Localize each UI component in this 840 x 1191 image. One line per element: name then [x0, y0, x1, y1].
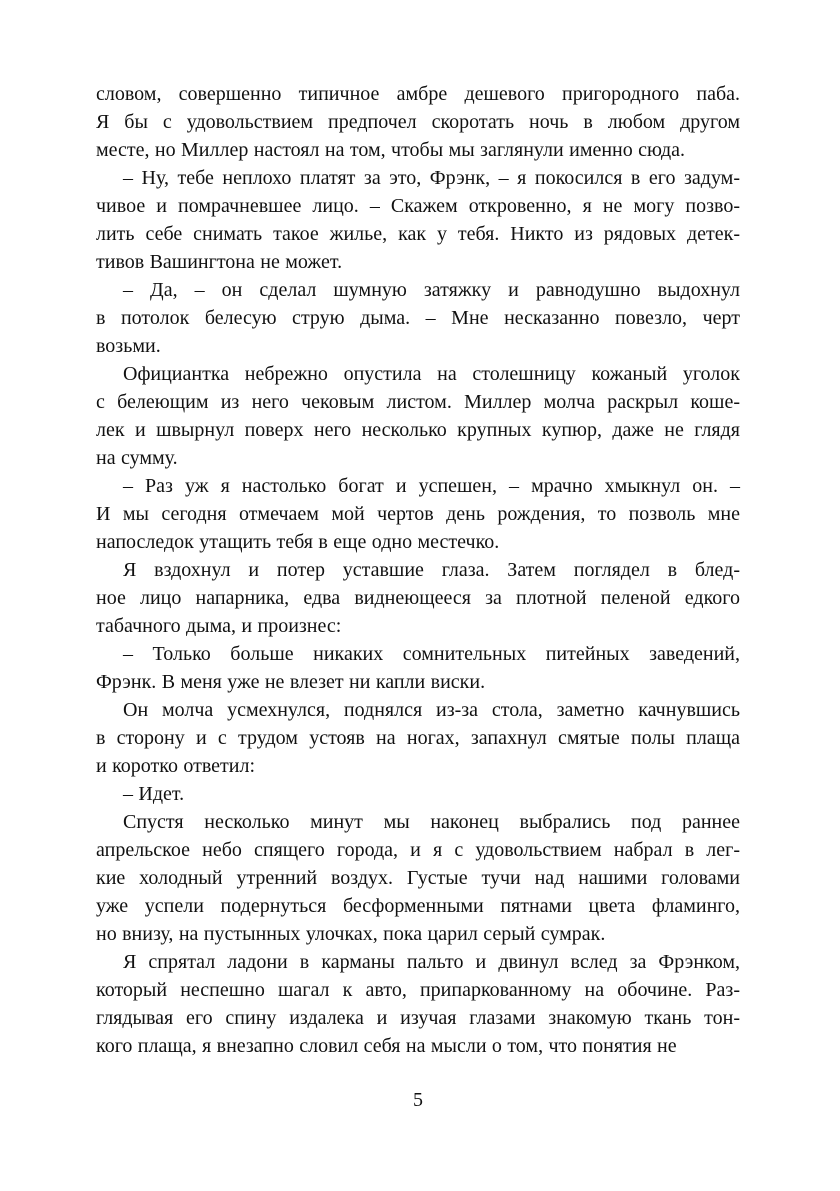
text-line: глядывая его спину издалека и изучая глазами знакомую ткань тон-	[96, 1007, 740, 1029]
text-line: – Ну, тебе неплохо платят за это, Фрэнк, – я покосился в его задум-	[123, 167, 740, 189]
text-line: ное лицо напарника, едва виднеющееся за плотной пеленой едкого	[96, 587, 740, 609]
text-line: но внизу, на пустынных улочках, пока царил серый сумрак.	[96, 923, 606, 945]
text-line: кого плаща, я внезапно словил себя на мысли о том, что понятия не	[96, 1035, 677, 1057]
paragraph	[96, 780, 740, 808]
text-line: в сторону и с трудом устояв на ногах, запахнул смятые полы плаща	[96, 727, 740, 749]
paragraph	[96, 948, 740, 1060]
text-line: Спустя несколько минут мы наконец выбрались под раннее	[123, 811, 740, 833]
text-line: Официантка небрежно опустила на столешницу кожаный уголок	[123, 363, 740, 385]
text-line: возьми.	[96, 335, 161, 357]
paragraph	[96, 640, 740, 696]
text-line: лек и швырнул поверх него несколько крупных купюр, даже не глядя	[96, 419, 740, 441]
text-line: Я спрятал ладони в карманы пальто и двинул вслед за Фрэнком,	[123, 951, 740, 973]
text-line: – Только больше никаких сомнительных питейных заведений,	[123, 643, 740, 665]
text-line: – Раз уж я настолько богат и успешен, – мрачно хмыкнул он. –	[123, 475, 740, 497]
paragraph	[96, 808, 740, 948]
paragraph	[96, 556, 740, 640]
text-line: месте, но Миллер настоял на том, чтобы мы заглянули именно сюда.	[96, 139, 686, 161]
text-line: уже успели подернуться бесформенными пятнами цвета фламинго,	[96, 895, 740, 917]
paragraph	[96, 472, 740, 556]
text-line: И мы сегодня отмечаем мой чертов день рождения, то позволь мне	[96, 503, 740, 525]
text-line: Фрэнк. В меня уже не влезет ни капли виски.	[96, 671, 486, 693]
page-number: 5	[413, 1089, 423, 1111]
text-line: Я вздохнул и потер уставшие глаза. Затем поглядел в блед-	[123, 559, 740, 581]
text-line: с белеющим из него чековым листом. Миллер молча раскрыл коше-	[96, 391, 740, 413]
text-line: в потолок белесую струю дыма. – Мне несказанно повезло, черт	[96, 307, 740, 329]
paragraph	[96, 696, 740, 780]
text-line: кие холодный утренний воздух. Густые тучи над нашими головами	[96, 867, 740, 889]
paragraph	[96, 164, 740, 276]
text-line: – Идет.	[123, 783, 185, 805]
text-line: Я бы с удовольствием предпочел скоротать ночь в любом другом	[96, 111, 740, 133]
paragraph	[96, 360, 740, 472]
page-text-block	[96, 80, 740, 1060]
text-line: лить себе снимать такое жилье, как у тебя. Никто из рядовых детек-	[96, 223, 740, 245]
text-line: который неспешно шагал к авто, припаркованному на обочине. Раз-	[96, 979, 740, 1001]
text-line: и коротко ответил:	[96, 755, 256, 777]
text-line: – Да, – он сделал шумную затяжку и равнодушно выдохнул	[123, 279, 740, 301]
text-line: Он молча усмехнулся, поднялся из-за стола, заметно качнувшись	[123, 699, 740, 721]
text-line: словом, совершенно типичное амбре дешевого пригородного паба.	[96, 83, 740, 105]
paragraph	[96, 276, 740, 360]
text-line: табачного дыма, и произнес:	[96, 615, 342, 637]
text-line: тивов Вашингтона не может.	[96, 251, 343, 273]
text-line: напоследок утащить тебя в еще одно местечко.	[96, 531, 500, 553]
text-line: на сумму.	[96, 447, 178, 469]
text-line: чивое и помрачневшее лицо. – Скажем откровенно, я не могу позво-	[96, 195, 740, 217]
text-line: апрельское небо спящего города, и я с удовольствием набрал в лег-	[96, 839, 740, 861]
paragraph	[96, 80, 740, 164]
